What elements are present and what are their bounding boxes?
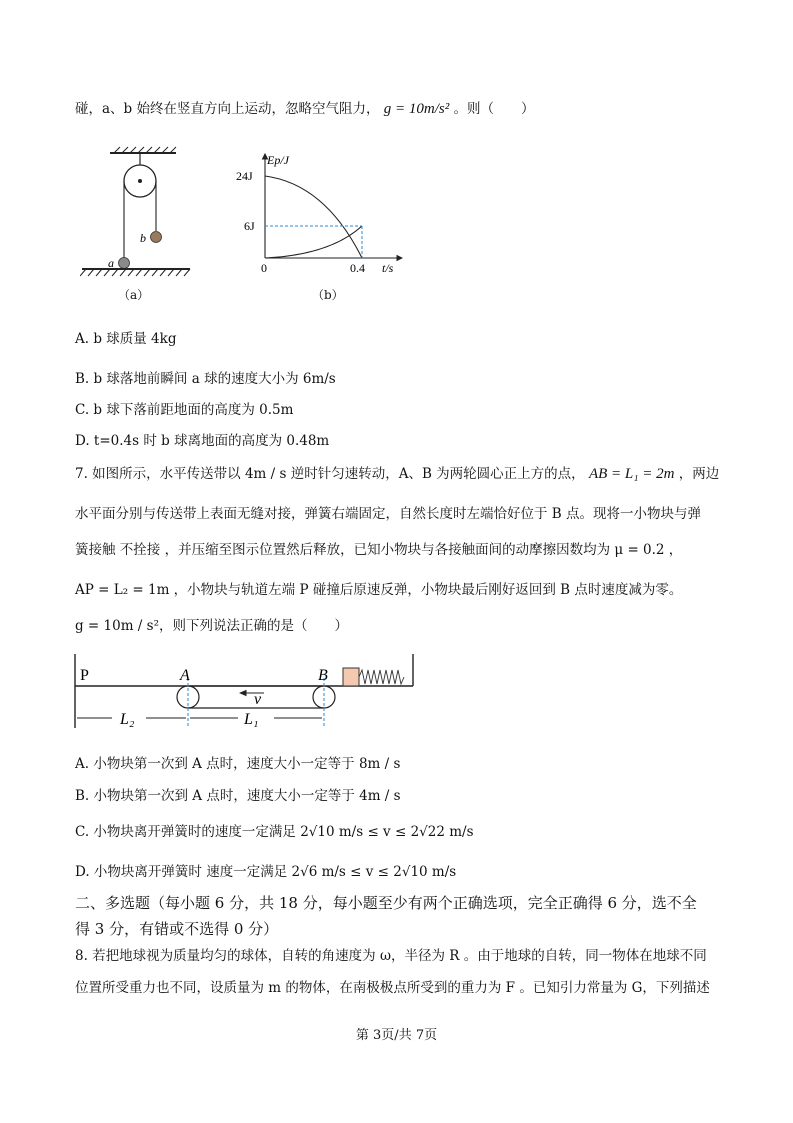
q7-line-1-text: 7. 如图所示，水平传送带以 4m / s 逆时针匀速转动，A、B 为两轮圆心正上方的点， xyxy=(75,466,585,482)
q7-option-a: A. 小物块第一次到 A 点时，速度大小一定等于 8m / s xyxy=(75,756,401,772)
ep-t-graph xyxy=(230,150,410,280)
q6-option-b: B. b 球落地前瞬间 a 球的速度大小为 6m/s xyxy=(75,371,336,387)
fig-b-caption: （b） xyxy=(312,288,344,302)
q6-intro-text: 碰，a、b 始终在竖直方向上运动，忽略空气阻力， xyxy=(75,101,380,117)
length-l1-label: L₁ xyxy=(244,711,259,728)
tick-0-4: 0.4 xyxy=(350,261,365,275)
y-axis-label: Ep/J xyxy=(267,153,289,167)
tick-0: 0 xyxy=(261,261,267,275)
x-axis-label: t/s xyxy=(382,261,394,275)
q6-option-c: C. b 球下落前距地面的高度为 0.5m xyxy=(75,402,294,418)
q7-option-b: B. 小物块第一次到 A 点时，速度大小一定等于 4m / s xyxy=(75,788,401,804)
velocity-label: v xyxy=(254,691,262,708)
q7-option-c: C. 小物块离开弹簧时的速度一定满足 2√10 m/s ≤ v ≤ 2√22 m/s xyxy=(75,824,474,840)
tick-6j: 6J xyxy=(244,219,255,233)
ball-a-label: a xyxy=(108,256,114,270)
length-l2-label: L₂ xyxy=(120,711,135,728)
q7-option-d: D. 小物块离开弹簧时 速度一定满足 2√6 m/s ≤ v ≤ 2√10 m/s xyxy=(75,864,457,880)
q6-option-a: A. b 球质量 4kg xyxy=(75,331,177,347)
section-2-heading-line-2: 得 3 分，有错或不选得 0 分） xyxy=(75,920,279,938)
q6-option-d: D. t=0.4s 时 b 球离地面的高度为 0.48m xyxy=(75,433,330,449)
q6-then-text: 。则（ ） xyxy=(453,101,535,117)
q6-intro-line xyxy=(75,97,535,118)
q7-line-1-tail: ，两边 xyxy=(678,466,720,482)
q8-line-2: 位置所受重力也不同，设质量为 m 的物体，在南极极点所受到的重力为 F 。已知引力常量为 G，下列描述 xyxy=(75,980,710,996)
ball-b-label: b xyxy=(140,231,146,245)
q7-line-4: AP = L₂ = 1m ，小物块与轨道左端 P 碰撞后原速反弹，小物块最后刚好返回到 B 点时速度减为零。 xyxy=(75,582,683,598)
point-p-label: P xyxy=(80,667,89,684)
q7-line-3: 簧接触 不拴接 ，并压缩至图示位置然后释放，已知小物块与各接触面间的动摩擦因数均为 μ = 0.2 ， xyxy=(75,542,683,558)
pulley-figure xyxy=(80,145,200,280)
point-b-label: B xyxy=(318,667,328,684)
section-2-heading-line-1: 二、多选题（每小题 6 分，共 18 分，每小题至少有两个正确选项，完全正确得 6 分，选不全 xyxy=(75,894,697,912)
q7-line-2: 水平面分别与传送带上表面无缝对接，弹簧右端固定，自然长度时左端恰好位于 B 点。现将一小物块与弹 xyxy=(75,506,702,522)
conveyor-figure xyxy=(68,648,418,730)
point-a-label: A xyxy=(180,667,190,684)
q6-g-formula: g = 10m/s² xyxy=(383,101,450,117)
q7-line-1 xyxy=(75,462,719,483)
q7-line-1-math: AB = L₁ = 2m xyxy=(588,466,675,482)
page-footer: 第 3页/共 7页 xyxy=(355,1028,438,1043)
q7-line-5: g = 10m / s²，则下列说法正确的是（ ） xyxy=(75,618,348,634)
q8-line-1: 8. 若把地球视为质量均匀的球体，自转的角速度为 ω，半径为 R 。由于地球的自转，同一物体在地球不同 xyxy=(75,948,707,964)
tick-24j: 24J xyxy=(236,169,253,183)
fig-a-caption: （a） xyxy=(118,288,150,302)
